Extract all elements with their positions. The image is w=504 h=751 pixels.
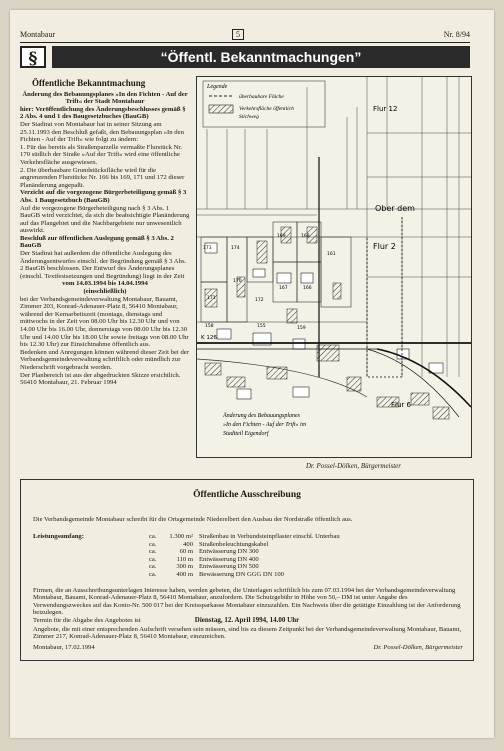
label-road: K 126: [201, 335, 217, 341]
scope-row: [33, 556, 463, 564]
tender-submission: Angebote, die mit einer entsprechenden Aufschrift versehen sein müssen, sind bis zu diesem Zeitpunkt bei der Verbandsgemeindeverwaltung Montabaur, Bauamt, Zimmer 217, Konrad-Adenauer-Platz 8, 56410 Montabaur, einzureichen.: [33, 626, 462, 641]
parcel-number: 171: [207, 296, 216, 301]
legend-item-stichweg: Stichweg: [239, 114, 259, 120]
scope-label: Leistungsumfang:: [33, 533, 84, 540]
notice-dates-note: (einschließlich): [83, 288, 127, 296]
legend-item-buildable: überbaubare Fläche: [239, 94, 284, 100]
scope-qty: 300 m: [176, 563, 193, 571]
scope-row: [33, 548, 463, 556]
notice-heading: Öffentliche Bekanntmachung: [32, 78, 146, 88]
notice-paragraph-3: Der Stadtrat hat außerdem die öffentliche Auslegung des Änderungsentwurfes einschl. der Begründung gemäß § 3 Abs. 2 BauGB beschlossen. Der Entwurf des Änderungsplanes (einschl. Textfestsetzungen und Begründung) liegt in der Zeit: [20, 250, 187, 280]
notice-paragraph-5: Bedenken und Anregungen können während dieser Zeit bei der Verbandsgemeindeverwaltung schriftlich oder mündlich zur Niederschrift vorgebracht werden.: [20, 348, 189, 371]
page-number: 5: [232, 29, 244, 40]
notice-dates: vom 14.03.1994 bis 14.04.1994: [62, 280, 148, 288]
label-flur2: Flur 2: [373, 242, 396, 251]
plan-sketch-drawing: [197, 77, 471, 457]
scope-qty: 1.300 m²: [169, 533, 193, 540]
map-caption-2: »In den Fichten - Auf der Trift« im: [223, 422, 307, 428]
tender-signature: Dr. Possel-Dölken, Bürgermeister: [373, 644, 463, 651]
scope-qty: 60 m: [179, 548, 193, 556]
hier-text: Veröffentlichung des Änderungsbeschlusses gemäß § 2 Abs. 4 und 1 des Baugesetzbuches (BauGB): [20, 105, 186, 121]
scope-desc: Bewässerung DN GGG DN 100: [199, 570, 284, 578]
legend-title: Legende: [207, 84, 228, 90]
tender-body-text: Firmen, die an Ausschreibungsunterlagen Interesse haben, werden gebeten, die Unterlagen schriftlich bis zum 07.03.1994 bei der Verbandsgemeindeverwaltung Montabaur, Bauamt, Konrad-Adenauer-Platz 8, 56410 Montabaur, anzufordern. Die Schutzgebühr in Höhe von 50,– DM ist unter Angabe des Verwendungszweckes auf das Konto-Nr. 500 017 bei der Kreissparkasse Montabaur einzuzahlen. Ein Nachweis über die getätigte Einzahlung ist der Anforderung beizulegen.: [33, 587, 461, 617]
notice-paragraph-1: Der Stadtrat von Montabaur hat in seiner Sitzung am 25.11.1993 den Beschluß gefaßt, den Bebauungsplan »In den Fichten - Auf der Trift« wie folgt zu ändern:: [20, 120, 184, 144]
paragraph-symbol-icon: §: [20, 46, 46, 68]
scope-ca: ca.: [149, 548, 157, 556]
tender-deadline-label: Termin für die Abgabe des Angebotes ist: [33, 616, 141, 624]
scope-row: [33, 533, 463, 541]
tender-intro: Die Verbandsgemeinde Montabaur schreibt für die Ortsgemeinde Niederelbert den Ausbau der Nordstraße öffentlich aus.: [33, 516, 353, 523]
scope-ca: ca.: [149, 540, 157, 548]
parcel-number: 168: [301, 234, 310, 239]
parcel-number: 158: [205, 324, 214, 329]
scope-desc: Entwässerung DN 500: [199, 563, 259, 571]
plan-sketch: [196, 76, 472, 458]
scope-qty: 400 m: [176, 570, 193, 578]
scope-desc: Entwässerung DN 400: [199, 555, 259, 563]
scope-desc: Straßenbau in Verbundsteinpflaster einschl. Unterbau: [199, 533, 340, 540]
notice-item-2: 2. Die überbaubare Grundstücksfläche wird für die angrenzenden Flurstücke Nr. 166 bis 169, 171 und 172 dieser Planänderung angepaßt.: [20, 166, 185, 189]
scope-row: [33, 563, 463, 571]
notice-place-date: 56410 Montabaur, 21. Februar 1994: [20, 379, 117, 387]
label-flur6: Flur 6: [391, 401, 411, 409]
hier-label: hier:: [20, 105, 34, 113]
notice-item-1: 1. Für das bereits als Straßenparzelle vermaßte Flurstück Nr. 170 südlich der Straße »Auf der Trift« wird eine öffentliche Verkehrsfläche ausgewiesen.: [20, 143, 182, 166]
notice-hier: [20, 106, 190, 121]
scope-qty: 400: [183, 540, 193, 548]
parcel-number: 170: [233, 279, 242, 284]
header-town: Montabaur: [20, 30, 56, 39]
notice-paragraph-4: bei der Verbandsgemeindeverwaltung Montabaur, Bauamt, Zimmer 203, Konrad-Adenauer-Platz 8, 56410 Montabaur, während der Kernarbeitszeit (montags, dienstags und mittwochs in der Zeit von 08.00 Uhr bis 12.30 Uhr und von 14.00 Uhr bis 16.00 Uhr, donnerstags von 08.00 Uhr bis 12.30 Uhr und 14.00 Uhr bis 18.00 Uhr sowie freitags von 08.00 Uhr bis 12.30 Uhr) zur Einsichtnahme öffentlich aus.: [20, 295, 189, 349]
legend-item-traffic: Verkehrsfläche öffentlich: [239, 106, 294, 112]
tender-deadline: Dienstag, 12. April 1994, 14.00 Uhr: [194, 616, 300, 624]
notice-subheading-auslegung: Beschluß zur öffentlichen Auslegung gemäß § 3 Abs. 2 BauGB: [20, 234, 174, 250]
scope-ca: ca.: [149, 555, 157, 563]
parcel-number: 174: [231, 246, 240, 251]
parcel-number: 155: [257, 324, 266, 329]
notice-subheading-verzicht: Verzicht auf die vorgezogene Bürgerbeteiligung gemäß § 3 Abs. 1 Baugesetzbuch (BauGB): [20, 189, 187, 204]
tender-scope: [33, 533, 463, 579]
map-caption-3: Stadtteil Eigendorf: [223, 431, 269, 437]
parcel-number: 173: [203, 246, 212, 251]
map-caption-1: Änderung des Bebauungsplanes: [223, 413, 300, 419]
tender-heading: Öffentliche Ausschreibung: [193, 490, 301, 500]
parcel-number: 169: [277, 234, 286, 239]
parcel-number: 159: [297, 326, 306, 331]
scope-row: [33, 541, 463, 549]
parcel-number: 167: [279, 286, 288, 291]
signature-mayor: Dr. Possel-Dölken, Bürgermeister: [306, 462, 402, 470]
scope-ca: ca.: [149, 533, 157, 540]
parcel-number: 161: [327, 252, 336, 257]
scope-qty: 110 m: [176, 555, 193, 563]
scope-ca: ca.: [149, 570, 157, 578]
label-flur12: Flur 12: [373, 105, 398, 113]
scope-desc: Straßenbeleuchtungskabel: [199, 540, 269, 548]
parcel-number: 172: [255, 298, 264, 303]
scope-row: [33, 571, 463, 579]
notice-paragraph-6: Der Planbereich ist aus der abgedruckten Skizze ersichtlich.: [20, 371, 181, 379]
page-header: [20, 30, 470, 42]
scope-desc: Entwässerung DN 300: [199, 548, 259, 556]
scope-ca: ca.: [149, 563, 157, 571]
notice-bebauungsplan: [20, 80, 190, 387]
label-ober-dem: Ober dem: [375, 204, 415, 213]
buildings: [205, 243, 443, 399]
legend-swatch-traffic: [209, 105, 233, 113]
section-title-bar: “Öffentl. Bekanntmachungen”: [52, 46, 470, 68]
header-rule: [20, 42, 470, 43]
notice-subhead: Änderung des Bebauungsplanes »In den Fichten - Auf der Trift« der Stadt Montabaur: [22, 90, 188, 106]
tender-place-date: Montabaur, 17.02.1994: [33, 644, 95, 651]
issue-number: Nr. 8/94: [443, 30, 470, 39]
notice-paragraph-2: Auf die vorgezogene Bürgerbeteiligung nach § 3 Abs. 1 BauGB wird verzichtet, da sich die beabsichtigte Planänderung auf das Plangebiet und die Nachbargebiete nur unwesentlich auswirkt.: [20, 204, 190, 235]
notice-ausschreibung: [20, 479, 474, 661]
parcel-number: 166: [303, 286, 312, 291]
